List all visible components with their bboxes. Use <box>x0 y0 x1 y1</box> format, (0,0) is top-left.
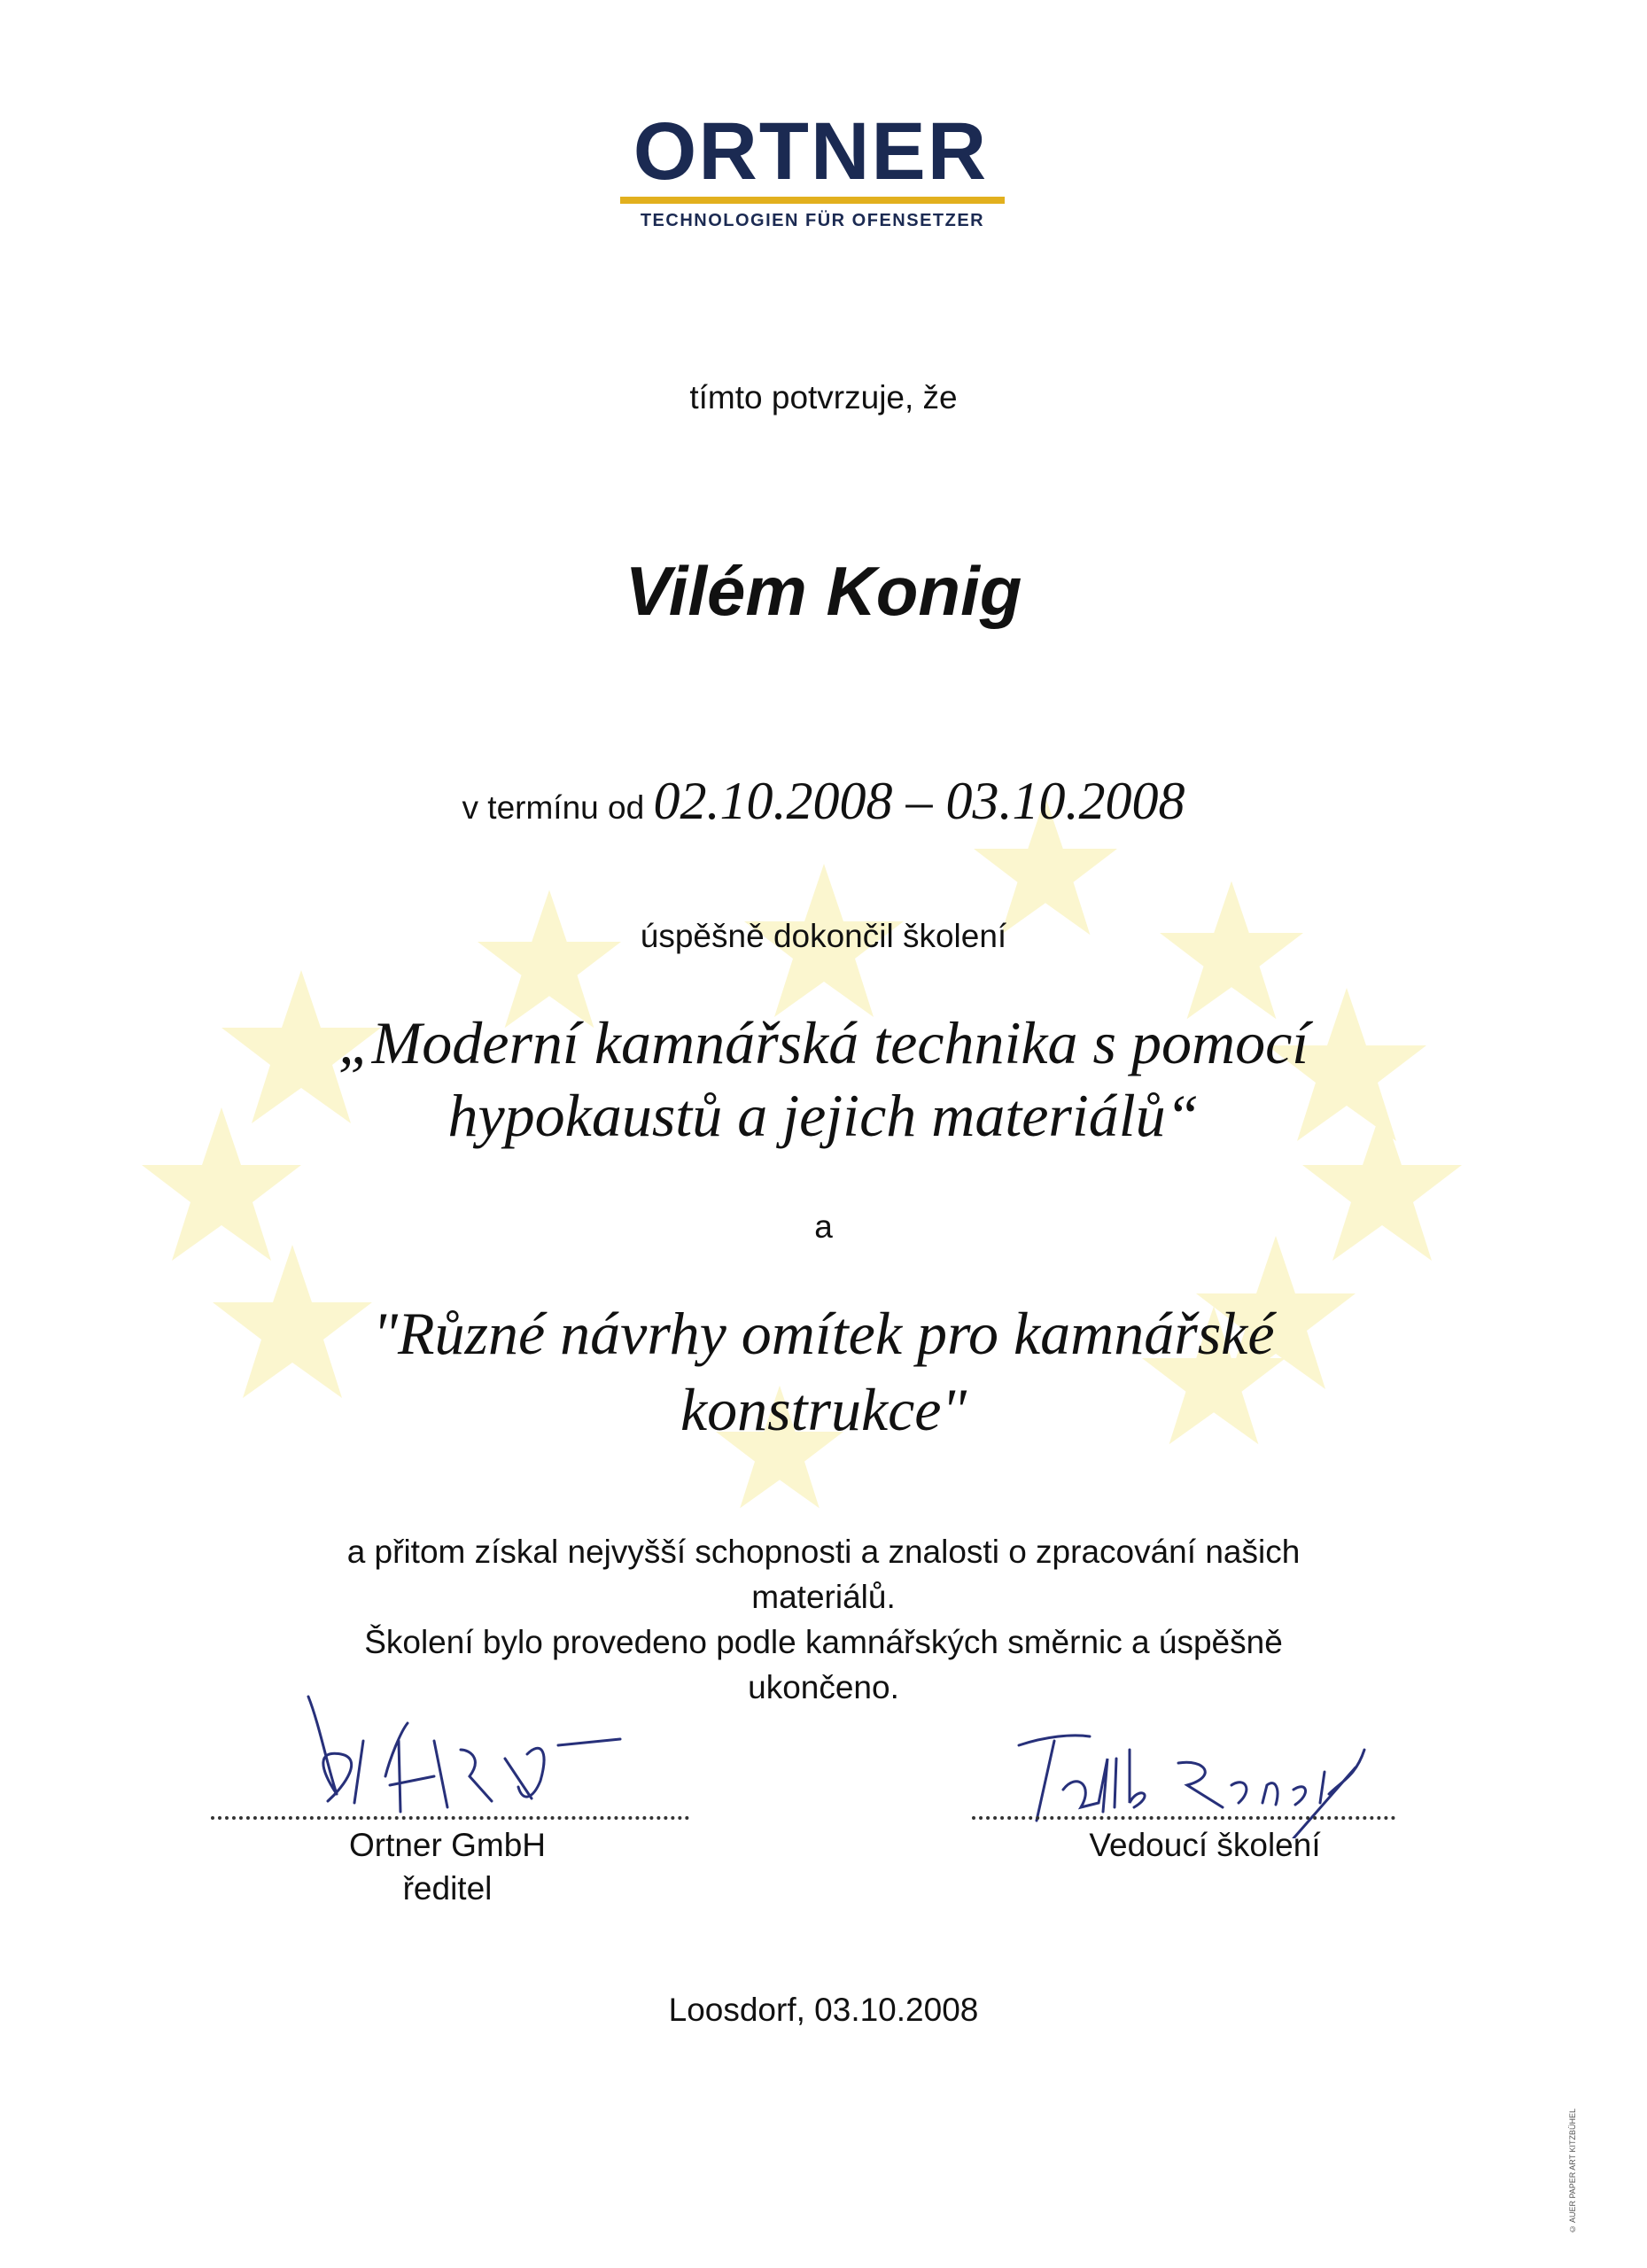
conjunction: a <box>814 1208 833 1245</box>
director-caption <box>284 1823 611 1910</box>
term-dates: 02.10.2008 – 03.10.2008 <box>653 772 1185 830</box>
director-signature-line <box>211 1816 689 1820</box>
course-title-2-line-1: "Různé návrhy omítek pro kamnářské <box>372 1300 1275 1367</box>
course-title-1-line-2: hypokaustů a jejich materiálů“ <box>447 1082 1200 1149</box>
course-title-1-line-1: „Moderní kamnářská technika s pomocí <box>338 1009 1309 1076</box>
place-and-date: Loosdorf, 03.10.2008 <box>668 1992 979 2028</box>
director-company: Ortner GmbH <box>348 1827 547 1863</box>
term-label: v termínu od <box>462 789 645 826</box>
description-line: materiálů. <box>751 1579 896 1615</box>
course-title-1 <box>0 1006 1647 1152</box>
trainer-caption <box>1019 1823 1391 1867</box>
completed-text: úspěšně dokončil školení <box>640 918 1007 954</box>
description-line: a přitom získal nejvyšší schopnosti a znalosti o zpracování našich <box>346 1534 1301 1570</box>
description-line: Školení bylo provedeno podle kamnářských směrnic a úspěšně <box>364 1624 1283 1660</box>
trainer-role: Vedoucí školení <box>1089 1827 1321 1863</box>
course-title-2-line-2: konstrukce" <box>680 1376 967 1443</box>
description-line: ukončeno. <box>748 1669 899 1705</box>
description-paragraph <box>0 1529 1647 1710</box>
company-logo: ORTNER <box>633 106 989 197</box>
logo-underline <box>620 197 1005 204</box>
term-line <box>0 771 1647 832</box>
course-title-2 <box>0 1295 1647 1448</box>
trainer-signature <box>1010 1723 1382 1838</box>
trainer-signature-line <box>972 1816 1395 1820</box>
intro-text: tímto potvrzuje, že <box>689 379 958 416</box>
printer-mark: © AUER PAPER ART KITZBÜHEL <box>1568 2109 1577 2234</box>
director-signature <box>301 1688 638 1821</box>
logo-tagline: TECHNOLOGIEN FÜR OFENSETZER <box>640 211 985 230</box>
recipient-name: Vilém Konig <box>625 552 1022 630</box>
director-role: ředitel <box>402 1870 493 1907</box>
